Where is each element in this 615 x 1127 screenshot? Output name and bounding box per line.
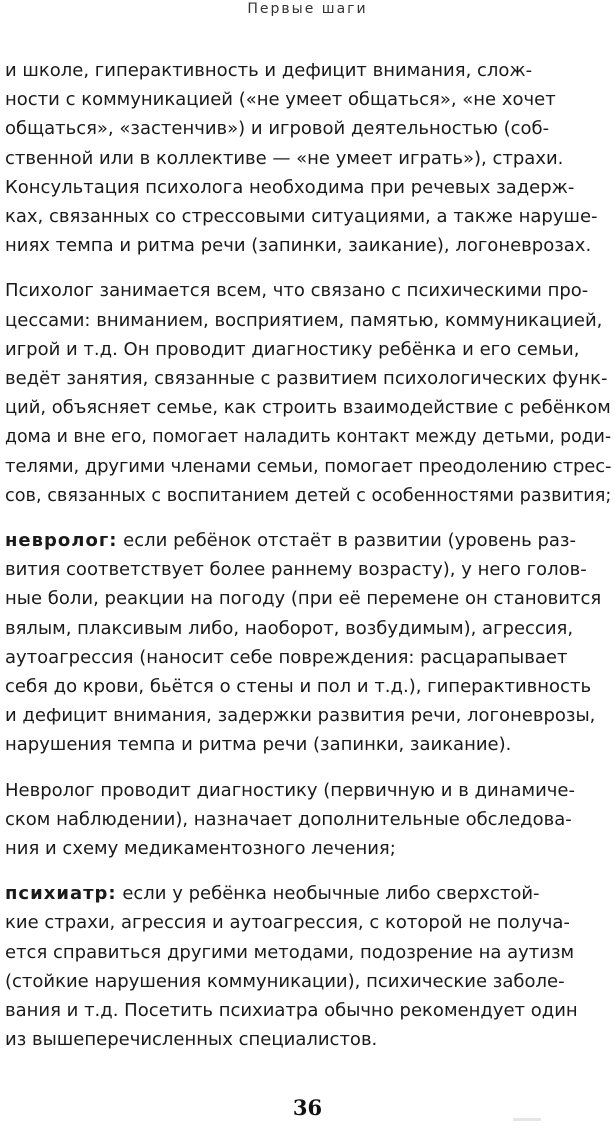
text-line: цессами: вниманием, восприятием, памятью, коммуникацией, [5,309,603,331]
text-line: кие страхи, агрессия и аутоагрессия, с которой не получа- [5,912,570,934]
text-line: телями, другими членами семьи, помогает преодолению стрес- [5,455,612,477]
text-line: общаться», «застенчив») и игровой деятельностью (соб- [5,118,550,140]
text-line: ках, связанных со стрессовыми ситуациями, а также наруше- [5,206,598,228]
page-edge-mark [513,1118,541,1121]
text-line: аутоагрессия (наносит себе повреждения: расцарапывает [5,646,568,668]
text-fragment: если ребёнок отстаёт в развитии (уровень раз- [117,530,576,552]
paragraph [5,56,611,260]
text-line: ниях темпа и ритма речи (запинки, заикание), логоневрозах. [5,235,592,257]
text-line [5,879,611,908]
text-line: Консультация психолога необходима при речевых задерж- [5,176,575,198]
text-line: себя до крови, бьётся о стены и пол и т.д.), гиперактивность [5,676,592,698]
paragraph [5,276,611,510]
text-line: ные боли, реакции на погоду (при её перемене он становится [5,588,602,610]
text-line: ций, объясняет семье, как строить взаимодействие с ребёнком [5,397,611,419]
text-fragment: если у ребёнка необычные либо сверхстой- [116,883,540,905]
text-line: Невролог проводит диагностику (первичную и в динамиче- [5,779,575,801]
text-line: (стойкие нарушения коммуникации), психические заболе- [5,970,565,992]
text-line: и дефицит внимания, задержки развития речи, логоневрозы, [5,705,596,727]
text-line: ведёт занятия, связанные с развитием психологических функ- [5,368,608,390]
text-line: ния и схему медикаментозного лечения; [5,838,396,860]
text-line: вития соответствует более раннему возрасту), у него голов- [5,559,587,581]
text-line: ности с коммуникацией («не умеет общаться», «не хочет [5,89,556,111]
page-body [5,56,611,1071]
text-line [5,526,611,555]
text-line: ется справиться другими методами, подозрение на аутизм [5,941,575,963]
text-line: дома и вне его, помогает наладить контакт между детьми, роди- [5,426,612,448]
text-line: игрой и т.д. Он проводит диагностику ребёнка и его семьи, [5,338,580,360]
running-header: Первые шаги [247,1,368,17]
text-line: вания и т.д. Посетить психиатра обычно рекомендует один [5,1000,578,1022]
text-line: Психолог занимается всем, что связано с психическими про- [5,280,589,302]
page-number: 36 [292,1095,323,1120]
text-line: из вышеперечисленных специалистов. [5,1029,378,1051]
paragraph [5,776,611,864]
term-neurologist: невролог: [5,530,118,552]
paragraph-neurologist [5,526,611,760]
text-line: нарушения темпа и ритма речи (запинки, заикание). [5,734,512,756]
text-line: сов, связанных с воспитанием детей с особенностями развития; [5,484,612,506]
text-line: ском наблюдении), назначает дополнительные обследова- [5,808,572,830]
paragraph-psychiatrist [5,879,611,1054]
term-psychiatrist: психиатр: [5,883,117,905]
text-line: ственной или в коллективе — «не умеет играть»), страхи. [5,147,564,169]
text-line: и школе, гиперактивность и дефицит внимания, слож- [5,60,533,81]
text-line: вялым, плаксивым либо, наоборот, возбудимым), агрессия, [5,617,574,639]
